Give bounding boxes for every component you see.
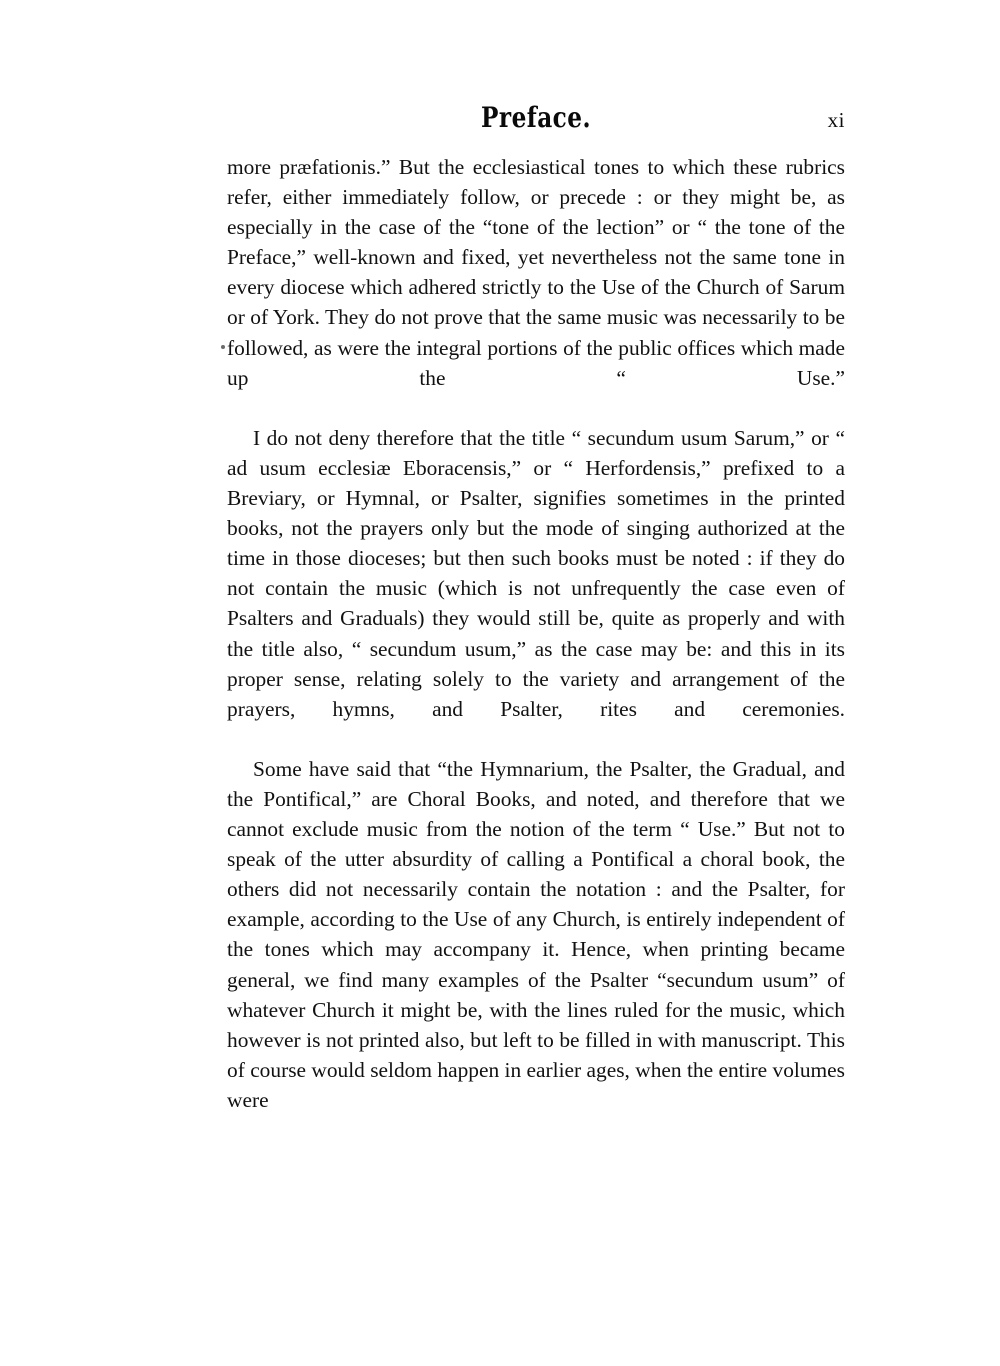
paragraph-some-have-said: Some have said that “the Hymnarium, the Psalter, the Gradual, and the Pontifical,” are Choral Books, and noted, and therefore that we cannot exclude music from the notion of the term “ Use.” But not to speak of the utter absurdity of calling a Pontifical a choral book, the others did not necessarily contain the notation : and the Psalter, for example, according to the Use of any Church, is entirely independent of the tones which may accompany it. Hence, when printing became general, we find many examples of the Psalter “secundum usum” of whatever Church it might be, with the lines ruled for the music, which however is not printed also, but left to be filled in with manuscript. This of course would seldom happen in earlier ages, when the entire volumes were [227, 756, 845, 1112]
running-head [227, 101, 845, 141]
paragraph-i-do-not-deny: I do not deny therefore that the title “ secundum usum Sarum,” or “ ad usum ecclesiæ Eboracensis,” or “ Herfordensis,” prefixed to a Breviary, or Hymnal, or Psalter, signifies sometimes in the printed books, not the prayers only but the mode of singing authorized at the time in those dioceses; but then such books must be noted : if they do not contain the music (which is not unfrequently the case even of Psalters and Graduals) they would still be, quite as properly and with the title also, “ secundum usum,” as the case may be: and this in its proper sense, relating solely to the variety and arrangement of the prayers, hymns, and Psalter, rites and ceremonies. [227, 425, 845, 721]
page-title: Preface. [481, 101, 591, 134]
ink-speck-artifact [221, 345, 225, 349]
paragraph-continued-more-praefationis: more præfationis.” But the ecclesiastical tones to which these rubrics refer, either immediately follow, or precede : or they might be, as especially in the case of the “tone of the lection” or “ the tone of the Preface,” well-known and fixed, yet nevertheless not the same tone in every diocese which adhered strictly to the Use of the Church of Sarum or of York. They do not prove that the same music was necessarily to be followed, as were the integral portions of the public offices which made up the “ Use.” [227, 155, 845, 390]
page-number: xi [827, 108, 845, 132]
body-text-block [227, 152, 845, 1145]
